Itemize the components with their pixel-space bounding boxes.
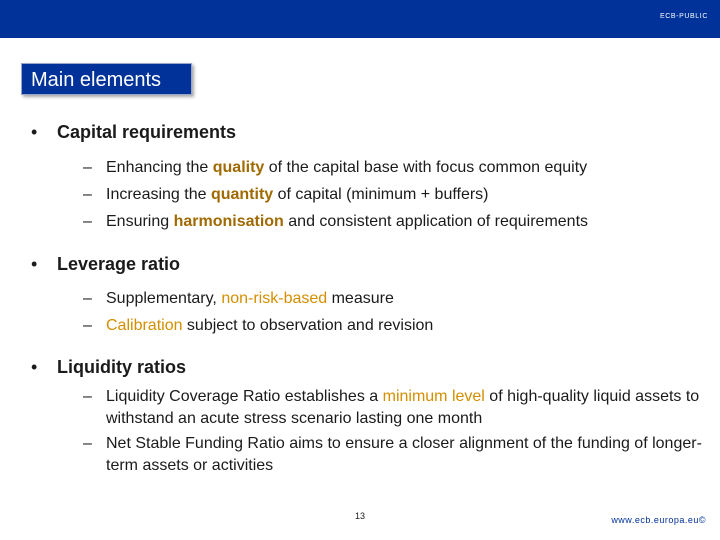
section-capital-requirements xyxy=(31,122,236,143)
item-text: and consistent application of requirements xyxy=(283,213,589,230)
dash-icon: – xyxy=(83,159,92,176)
dash-icon: – xyxy=(83,186,92,203)
top-bar xyxy=(0,0,720,38)
list-item xyxy=(83,315,703,337)
item-text: measure xyxy=(327,290,394,307)
list-item xyxy=(83,184,703,206)
section-heading: Leverage ratio xyxy=(57,254,181,274)
list-item xyxy=(83,157,703,179)
title-box xyxy=(21,63,192,95)
classification-label: ECB-PUBLIC xyxy=(659,13,708,20)
item-highlight: non-risk-based xyxy=(221,290,328,307)
list-item xyxy=(83,288,703,310)
dash-icon: – xyxy=(83,213,92,230)
item-highlight: minimum level xyxy=(382,388,485,405)
bullet-icon: • xyxy=(31,357,38,377)
slide-title: Main elements xyxy=(31,69,162,91)
item-text: of capital (minimum + buffers) xyxy=(273,186,489,203)
bullet-icon: • xyxy=(31,254,38,274)
item-text: Enhancing the xyxy=(106,159,213,176)
list-item xyxy=(83,386,703,430)
item-highlight: quality xyxy=(212,159,265,176)
page-number: 13 xyxy=(355,511,366,521)
dash-icon: – xyxy=(83,435,92,452)
section-leverage-ratio xyxy=(31,254,180,275)
section-liquidity-ratios xyxy=(31,357,186,378)
item-text: of the capital base with focus common equity xyxy=(264,159,588,176)
item-text: Supplementary, xyxy=(106,290,222,307)
item-text: Net Stable Funding Ratio aims to ensure a closer alignment of the funding of longer-term assets or activities xyxy=(106,435,702,474)
item-text: Increasing the xyxy=(106,186,211,203)
dash-icon: – xyxy=(83,388,92,405)
bullet-icon: • xyxy=(31,122,38,142)
dash-icon: – xyxy=(83,290,92,307)
section-heading: Capital requirements xyxy=(57,122,237,142)
item-text: subject to observation and revision xyxy=(182,317,434,334)
section-heading: Liquidity ratios xyxy=(57,357,187,377)
footer-url: www.ecb.europa.eu© xyxy=(611,515,706,525)
item-highlight: harmonisation xyxy=(173,213,284,230)
item-text: Liquidity Coverage Ratio establishes a xyxy=(106,388,383,405)
item-highlight: quantity xyxy=(210,186,274,203)
item-text: Ensuring xyxy=(106,213,174,230)
item-text: of high-quality liquid assets to withstand an acute stress scenario lasting one month xyxy=(106,388,700,427)
list-item xyxy=(83,211,703,233)
dash-icon: – xyxy=(83,317,92,334)
item-highlight: Calibration xyxy=(106,317,183,334)
list-item xyxy=(83,433,703,477)
